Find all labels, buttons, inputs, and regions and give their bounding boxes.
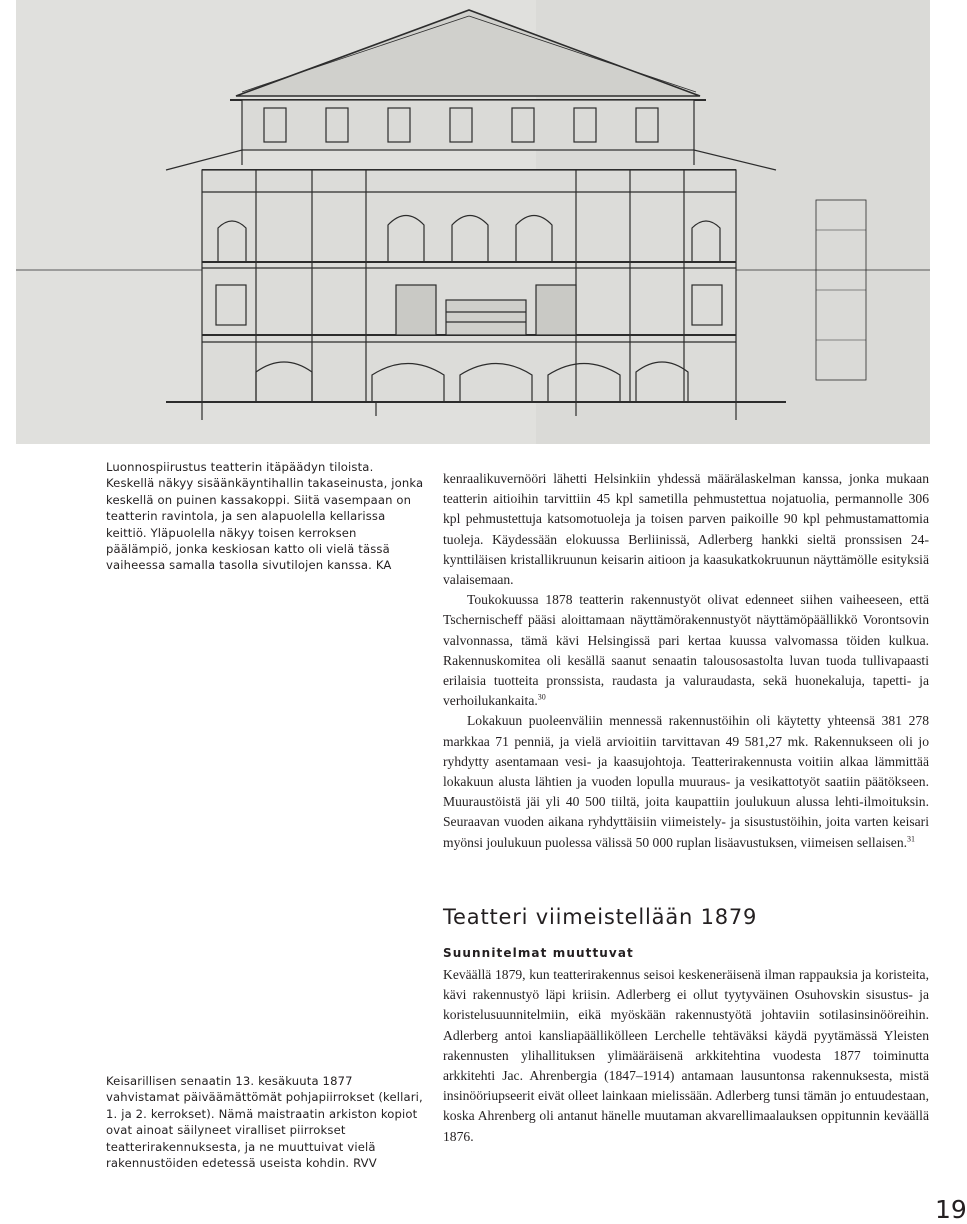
page-number: 19	[935, 1195, 967, 1224]
body-text-lower	[443, 965, 929, 1147]
paragraph: Keväällä 1879, kun teatterirakennus seisoi keskeneräisenä ilman rappauksia ja koristeita, kävi rakennustyö läpi kriisin. Adlerberg ei ollut tyytyväinen Osuhovskin sisustus- ja koristelusuunnitelmiin, eikä myöskään rakennustyötä johtaviin sotilasinsinööreihin. Adlerberg antoi kansliapäällikölleen Lerchelle tehtäväksi käydä pyytämässä Yleisten rakennusten ylihallituksen ylimääräisenä arkkitehtina vuodesta 1877 toiminutta arkkitehti Jac. Ahrenbergia (1847–1914) antamaan lausuntonsa rakennuksesta, mistä insinööriupseerit eivät olleet lainkaan mielissään. Adlerberg tunsi tämän jo entuudestaan, koska Ahrenberg oli antanut hänelle muutaman akvarellimaalauksen oppitunnin keväällä 1876.	[443, 967, 929, 1144]
paragraph: kenraalikuvernööri lähetti Helsinkiin yhdessä määrälaskelman kanssa, jonka mukaan teatterin aitioihin tarvittiin 45 kpl sametilla pehmustettua nojatuolia, permannolle 306 kpl pehmustettuja katsomotuoleja ja toisen parven paikoille 90 kpl pehmustamattomia tuoleja. Käydessään elokuussa Berliinissä, Adlerberg hankki sieltä pronssisen 24-kynttiläisen kristallikruunun keisarin aitioon ja kaasukatkokruunun näyttämölle esityksiä valaisemaan.	[443, 471, 929, 588]
body-text-upper	[443, 469, 929, 853]
theatre-section-drawing	[16, 0, 930, 444]
paragraph	[443, 590, 929, 711]
footnote-ref[interactable]: 30	[537, 692, 546, 702]
figure-caption-top: Luonnospiirustus teatterin itäpäädyn tiloista. Keskellä näkyy sisäänkäyntihallin takaseinusta, jonka keskellä on puinen kassakoppi. Siitä vasempaan on teatterin ravintola, ja sen alapuolella kellarissa keittiö. Yläpuolella näkyy toisen kerroksen päälämpiö, jonka keskiosan katto oli vielä tässä vaiheessa samalla tasolla sivutilojen kanssa. KA	[106, 460, 424, 573]
architectural-drawing	[16, 0, 930, 444]
section-heading: Teatteri viimeistellään 1879	[443, 905, 758, 929]
figure-caption-bottom: Keisarillisen senaatin 13. kesäkuuta 1877 vahvistamat päiväämättömät pohjapiirrokset (kellari, 1. ja 2. kerrokset). Nämä maistraatin arkiston kopiot ovat ainoat säilyneet viralliset piirrokset teatterirakennuksesta, ja ne muuttuivat vielä rakennustöiden edetessä useista kohdin. RVV	[106, 1074, 423, 1171]
paragraph-text: Toukokuussa 1878 teatterin rakennustyöt olivat edenneet siihen vaiheeseen, että Tschernischeff pääsi aloittamaan näyttämörakennustyöt näyttämöpäällikkö Vorontsovin valvonnassa, tämä kävi Helsingissä pari kertaa kuussa valvomassa töiden kulkua. Rakennuskomitea oli kesällä saanut senaatin talousosastolta luvan tuoda tullivapaasti erilaisia tuotteita pronssista, raudasta ja valuraudasta, sekä huonekaluja, tapetti- ja verhoilukankaita.	[443, 592, 929, 709]
footnote-ref[interactable]: 31	[907, 834, 916, 844]
paragraph-text: Lokakuun puoleenväliin mennessä rakennustöihin oli käytetty yhteensä 381 278 markkaa 71 penniä, ja vielä arvioitiin tarvittavan 49 581,27 mk. Rakennukseen oli jo ryhdytty asentamaan vesi- ja kaasujohtoja. Teatterirakennusta voitiin alkaa lämmittää lokakuun alusta lähtien ja vuoden lopulla muuraus- ja vesikattotyöt saatiin päätökseen. Muuraustöistä jäi yli 40 500 tiiltä, joita kaupattiin joulukuun alussa lehti-ilmoituksin. Seuraavan vuoden aikana ryhdyttäisiin viimeistely- ja sisustustöihin, joita varten keisari myönsi joulukuun puolessa välissä 50 000 ruplan lisäavustuksen, viimeisen sellaisen.	[443, 713, 929, 850]
paragraph	[443, 711, 929, 852]
section-subheading: Suunnitelmat muuttuvat	[443, 946, 634, 960]
